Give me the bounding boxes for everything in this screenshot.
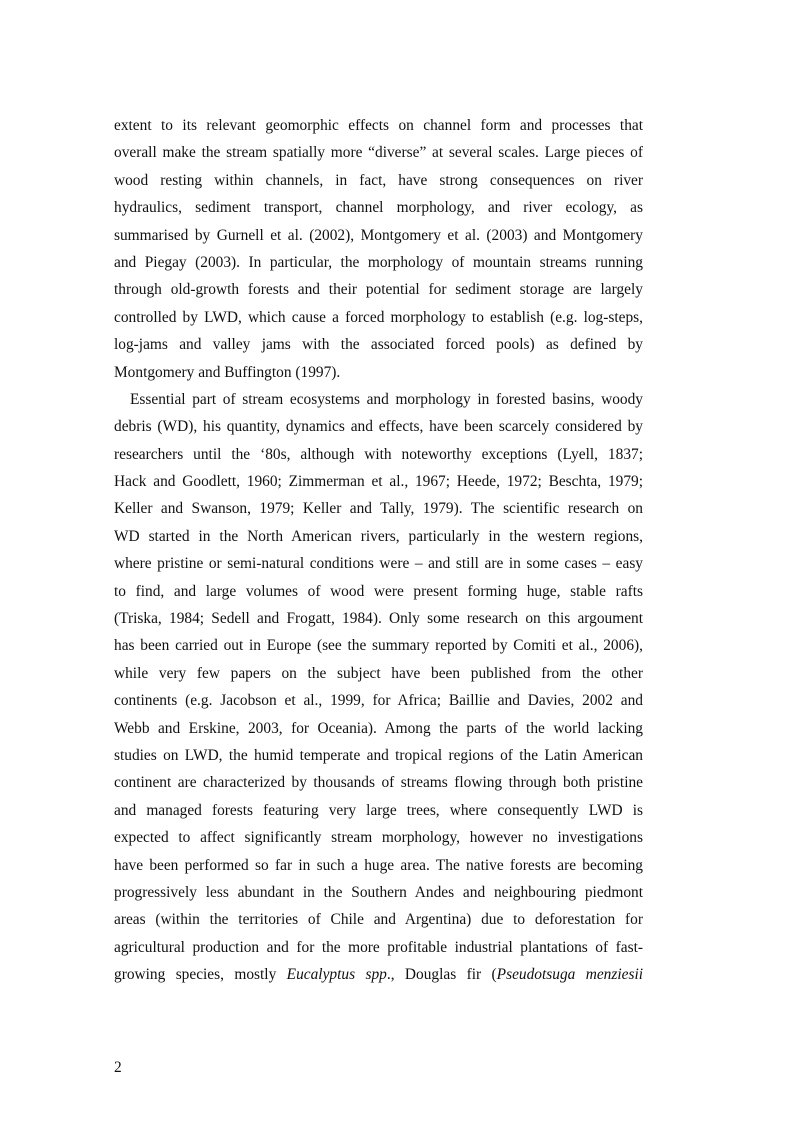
- italic-text: Eucalyptus spp: [286, 966, 387, 984]
- paragraph: [114, 386, 643, 989]
- text-line: [114, 249, 643, 276]
- text-run: overall make the stream spatially more “diverse” at several scales. Large pieces of: [114, 144, 643, 162]
- text-line: [114, 495, 643, 522]
- text-run: studies on LWD, the humid temperate and tropical regions of the Latin American: [114, 746, 643, 764]
- text-run: debris (WD), his quantity, dynamics and effects, have been scarcely considered by: [114, 418, 643, 436]
- italic-text: Pseudotsuga menziesii: [496, 966, 644, 984]
- text-run: while very few papers on the subject have been published from the other: [114, 664, 643, 682]
- text-line: [114, 797, 643, 824]
- paragraph: [114, 112, 643, 386]
- text-line: [114, 605, 643, 632]
- text-run: to find, and large volumes of wood were present forming huge, stable rafts: [114, 582, 643, 600]
- text-run: Webb and Erskine, 2003, for Oceania). Among the parts of the world lacking: [114, 719, 643, 737]
- text-run: summarised by Gurnell et al. (2002), Montgomery et al. (2003) and Montgomery: [114, 226, 643, 244]
- text-line: [114, 468, 643, 495]
- text-line: [114, 660, 643, 687]
- text-run: growing species, mostly: [114, 966, 287, 984]
- page-number: 2: [114, 1059, 122, 1076]
- text-run: Montgomery and Buffington (1997).: [114, 363, 341, 381]
- text-run: areas (within the territories of Chile and Argentina) due to deforestation for: [114, 911, 643, 929]
- text-run: have been performed so far in such a huge area. The native forests are becoming: [114, 856, 643, 874]
- text-run: continents (e.g. Jacobson et al., 1999, for Africa; Baillie and Davies, 2002 and: [114, 692, 643, 710]
- text-run: progressively less abundant in the Southern Andes and neighbouring piedmont: [114, 883, 643, 901]
- text-line: [114, 906, 643, 933]
- text-line: [114, 413, 643, 440]
- text-run: WD started in the North American rivers, particularly in the western regions,: [114, 527, 643, 545]
- text-line: [114, 824, 643, 851]
- text-run: extent to its relevant geomorphic effects on channel form and processes that: [114, 117, 643, 134]
- text-run: has been carried out in Europe (see the summary reported by Comiti et al., 2006),: [114, 637, 643, 655]
- text-line: [114, 687, 643, 714]
- text-run: Essential part of stream ecosystems and morphology in forested basins, woody: [130, 390, 643, 408]
- text-run: Hack and Goodlett, 1960; Zimmerman et al., 1967; Heede, 1972; Beschta, 1979;: [114, 473, 643, 491]
- text-run: researchers until the ‘80s, although with noteworthy exceptions (Lyell, 1837;: [114, 445, 643, 463]
- text-line: [114, 386, 643, 413]
- text-line: [114, 578, 643, 605]
- text-run: ., Douglas fir (: [386, 966, 497, 984]
- text-line: [114, 194, 643, 221]
- text-line: [114, 742, 643, 769]
- text-run: and Piegay (2003). In particular, the morphology of mountain streams running: [114, 253, 643, 271]
- text-line: [114, 632, 643, 659]
- text-line: [114, 523, 643, 550]
- text-run: log-jams and valley jams with the associated forced pools) as defined by: [114, 336, 643, 354]
- text-run: through old-growth forests and their potential for sediment storage are largely: [114, 281, 643, 299]
- text-run: wood resting within channels, in fact, have strong consequences on river: [114, 171, 643, 189]
- text-line: [114, 359, 643, 386]
- text-line: [114, 852, 643, 879]
- text-run: agricultural production and for the more profitable industrial plantations of fast-: [114, 938, 643, 956]
- text-line: [114, 441, 643, 468]
- text-line: [114, 879, 643, 906]
- text-line: [114, 167, 643, 194]
- text-run: where pristine or semi-natural conditions were – and still are in some cases – easy: [114, 555, 643, 573]
- text-run: continent are characterized by thousands of streams flowing through both pristine: [114, 774, 643, 792]
- text-run: controlled by LWD, which cause a forced morphology to establish (e.g. log-steps,: [114, 308, 643, 326]
- text-run: expected to affect significantly stream morphology, however no investigations: [114, 829, 643, 847]
- text-line: [114, 961, 643, 988]
- text-line: [114, 715, 643, 742]
- text-run: hydraulics, sediment transport, channel morphology, and river ecology, as: [114, 199, 643, 217]
- text-line: [114, 139, 643, 166]
- text-line: [114, 331, 643, 358]
- body-text: [114, 112, 643, 989]
- text-line: [114, 769, 643, 796]
- text-run: and managed forests featuring very large trees, where consequently LWD is: [114, 801, 643, 819]
- text-run: (Triska, 1984; Sedell and Frogatt, 1984). Only some research on this argoument: [114, 610, 643, 628]
- text-line: [114, 550, 643, 577]
- text-line: [114, 112, 643, 139]
- text-line: [114, 934, 643, 961]
- text-line: [114, 276, 643, 303]
- text-line: [114, 222, 643, 249]
- text-run: Keller and Swanson, 1979; Keller and Tally, 1979). The scientific research on: [114, 500, 643, 518]
- text-line: [114, 304, 643, 331]
